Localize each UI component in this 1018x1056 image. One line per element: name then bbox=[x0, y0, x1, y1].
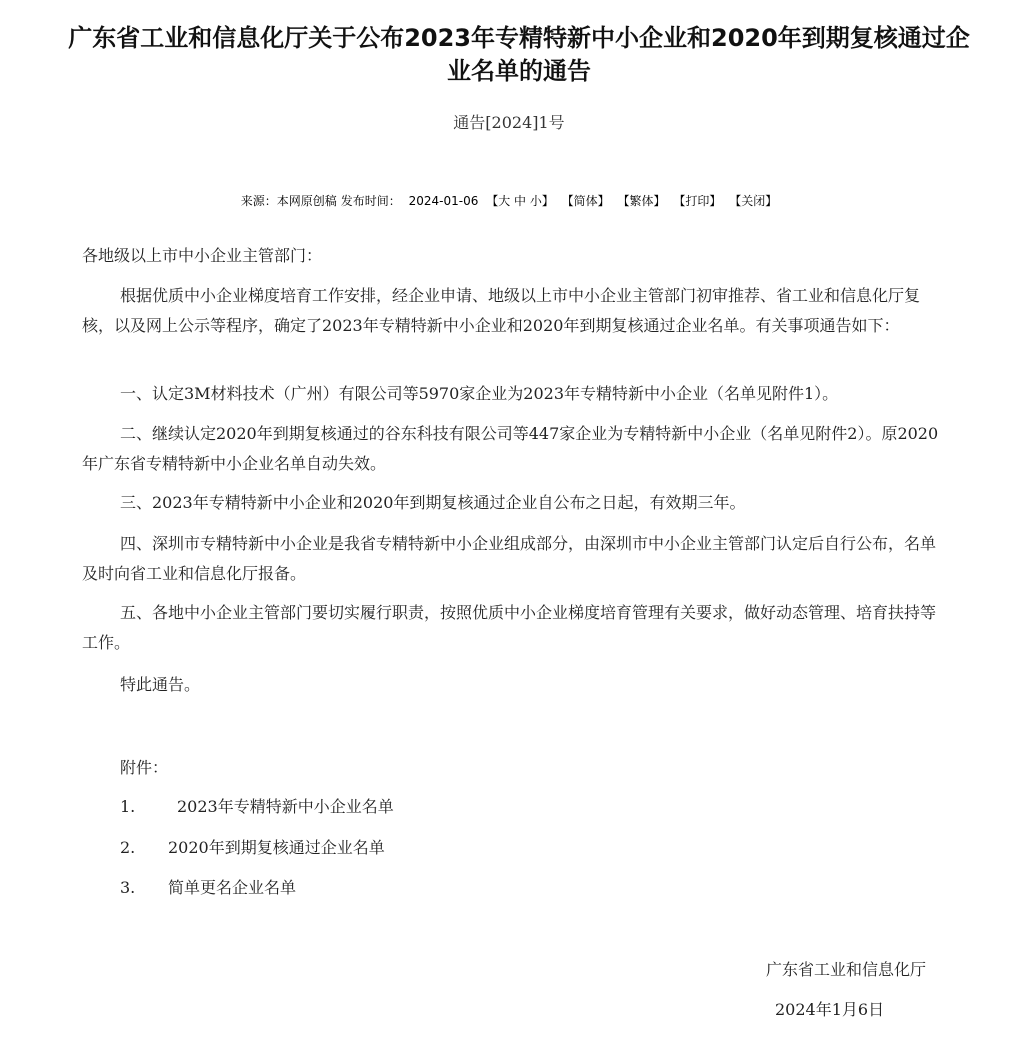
attachment-item-1[interactable] bbox=[120, 795, 394, 819]
salutation: 各地级以上市中小企业主管部门： bbox=[82, 246, 323, 265]
document-number: 通告[2024]1号 bbox=[453, 113, 565, 132]
paragraph-item-4: 四、深圳市专精特新中小企业是我省专精特新中小企业组成部分，由深圳市中小企业主管部门认定后自行公布，名单及时向省工业和信息化厅报备。 bbox=[82, 534, 937, 583]
closing-statement: 特此通告。 bbox=[120, 675, 201, 694]
attachment-link-1[interactable]: 2023年专精特新中小企业名单 bbox=[177, 797, 394, 816]
close-link[interactable]: 【关闭】 bbox=[729, 194, 778, 208]
paragraph-item-1: 一、认定3M材料技术（广州）有限公司等5970家企业为2023年专精特新中小企业（名单见附件1）。 bbox=[120, 384, 839, 403]
attachment-item-3[interactable] bbox=[120, 876, 296, 900]
page-title: 广东省工业和信息化厅关于公布2023年专精特新中小企业和2020年到期复核通过企业名单的通告 bbox=[68, 24, 970, 85]
attachments-label: 附件： bbox=[120, 758, 169, 777]
publish-date: 2024-01-06 bbox=[408, 194, 479, 208]
source-label: 来源：本网原创稿 bbox=[240, 194, 337, 208]
simplified-chinese-link[interactable]: 【简体】 bbox=[561, 194, 610, 208]
paragraph-item-3: 三、2023年专精特新中小企业和2020年到期复核通过企业自公布之日起，有效期三年。 bbox=[120, 493, 746, 512]
paragraph-item-5: 五、各地中小企业主管部门要切实履行职责，按照优质中小企业梯度培育管理有关要求，做好动态管理、培育扶持等工作。 bbox=[82, 603, 937, 652]
attachment-number: 1. bbox=[120, 797, 136, 816]
signature-date: 2024年1月6日 bbox=[775, 1000, 885, 1019]
attachment-link-3[interactable]: 简单更名企业名单 bbox=[168, 878, 297, 897]
attachment-number: 2. bbox=[120, 838, 136, 857]
traditional-chinese-link[interactable]: 【繁体】 bbox=[617, 194, 666, 208]
article-meta-bar bbox=[0, 192, 1018, 210]
signature-org: 广东省工业和信息化厅 bbox=[766, 960, 927, 979]
publish-time-label: 发布时间： bbox=[340, 194, 401, 208]
font-size-control[interactable]: 【大 中 小】 bbox=[486, 194, 554, 208]
paragraph-intro: 根据优质中小企业梯度培育工作安排，经企业申请、地级以上市中小企业主管部门初审推荐、省工业和信息化厅复核，以及网上公示等程序，确定了2023年专精特新中小企业和2020年到期复核通过企业名单。有关事项通告如下： bbox=[82, 286, 921, 335]
attachment-link-2[interactable]: 2020年到期复核通过企业名单 bbox=[168, 838, 385, 857]
print-link[interactable]: 【打印】 bbox=[673, 194, 722, 208]
paragraph-item-2: 二、继续认定2020年到期复核通过的谷东科技有限公司等447家企业为专精特新中小企业（名单见附件2）。原2020年广东省专精特新中小企业名单自动失效。 bbox=[82, 424, 939, 473]
attachment-number: 3. bbox=[120, 878, 136, 897]
attachment-item-2[interactable] bbox=[120, 836, 385, 860]
